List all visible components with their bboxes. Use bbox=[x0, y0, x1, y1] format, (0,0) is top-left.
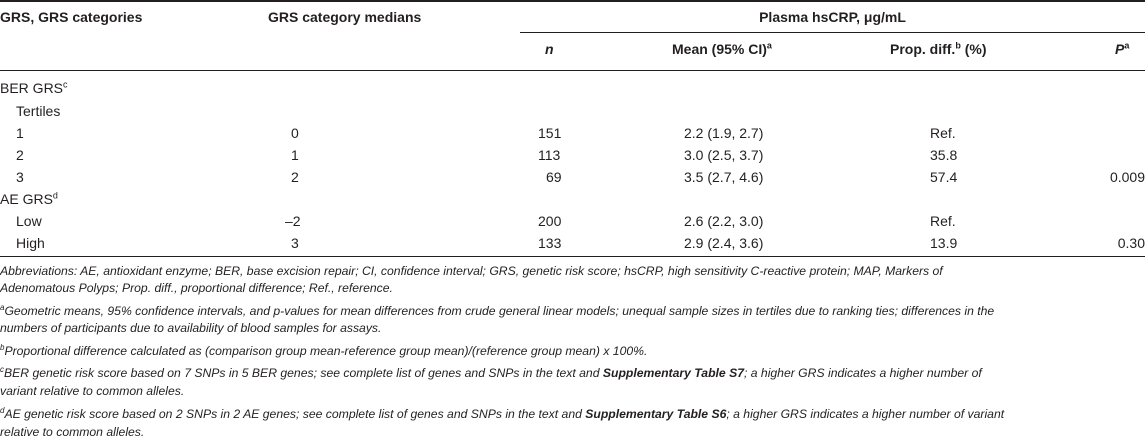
row-category: Low bbox=[16, 213, 42, 229]
row-median: 0 bbox=[291, 125, 299, 141]
header-mean-ci: Mean (95% CI)$^a$ bbox=[672, 40, 772, 57]
row-median: –2 bbox=[285, 213, 301, 229]
row-p: 0.009 bbox=[1109, 169, 1145, 185]
top-rule bbox=[0, 0, 1145, 2]
link-supplementary-table-s6[interactable]: Supplementary Table S6 bbox=[585, 407, 727, 421]
footnote-c-line2: variant relative to common alleles. bbox=[0, 384, 185, 398]
footnote-d-line2: relative to common alleles. bbox=[0, 425, 145, 439]
row-mean-ci: 3.0 (2.5, 3.7) bbox=[684, 147, 764, 163]
row-n: 151 bbox=[538, 125, 562, 141]
row-mean-ci: 3.5 (2.7, 4.6) bbox=[684, 169, 764, 185]
row-median: 2 bbox=[291, 169, 299, 185]
header-grs-categories: GRS, GRS categories bbox=[0, 9, 143, 25]
row-median: 1 bbox=[291, 147, 299, 163]
section-label-ber-grs: BER GRS$^c$ bbox=[0, 79, 68, 96]
row-n: 69 bbox=[546, 169, 562, 185]
row-prop-diff: 35.8 bbox=[930, 147, 958, 163]
row-n: 200 bbox=[538, 213, 562, 229]
row-n: 113 bbox=[538, 147, 561, 163]
group-header-rule bbox=[520, 32, 1145, 33]
header-category-medians: GRS category medians bbox=[268, 9, 422, 25]
row-p: 0.30 bbox=[1117, 235, 1145, 251]
row-mean-ci: 2.2 (1.9, 2.7) bbox=[684, 125, 764, 141]
subheading-tertiles: Tertiles bbox=[16, 103, 61, 119]
table-bottom-rule bbox=[0, 256, 1145, 257]
header-n: n bbox=[545, 41, 554, 57]
row-prop-diff: 57.4 bbox=[930, 169, 958, 185]
header-p-value: $P^a$ bbox=[1115, 40, 1130, 57]
footnote-c-line1: $^c$BER genetic risk score based on 7 SNPs in 5 BER genes; see complete list of genes and SNPs in the text and Supplementary Table S7; a higher GRS indicates a higher number of bbox=[0, 364, 982, 380]
row-category: 3 bbox=[16, 169, 24, 185]
header-bottom-rule bbox=[0, 70, 1145, 71]
row-category: 2 bbox=[16, 147, 24, 163]
footnote-d-line1: $^d$AE genetic risk score based on 2 SNPs in 2 AE genes; see complete list of genes and SNPs in the text and Supplementary Table S6; a higher GRS indicates a higher number of variant bbox=[0, 405, 1005, 421]
footnote-a-line2: numbers of participants due to availability of blood samples for assays. bbox=[0, 321, 382, 335]
row-median: 3 bbox=[291, 235, 299, 251]
row-prop-diff: Ref. bbox=[930, 213, 956, 229]
row-prop-diff: 13.9 bbox=[930, 235, 958, 251]
row-category: 1 bbox=[16, 125, 24, 141]
link-supplementary-table-s7[interactable]: Supplementary Table S7 bbox=[602, 366, 744, 380]
footnote-a-line1: $^a$Geometric means, 95% confidence intervals, and p-values for mean differences from crude general linear models; unequal sample sizes in tertiles due to ranking ties; differences in the bbox=[0, 302, 995, 318]
footnote-abbreviations-line1: Abbreviations: AE, antioxidant enzyme; BER, base excision repair; CI, confidence interval; GRS, genetic risk score; hsCRP, high sensitivity C-reactive protein; MAP, Markers of bbox=[0, 264, 943, 278]
row-category: High bbox=[16, 235, 45, 251]
header-plasma-hscrp: Plasma hsCRP, μg/mL bbox=[759, 9, 906, 25]
row-prop-diff: Ref. bbox=[930, 125, 956, 141]
header-prop-diff: Prop. diff.$^b$ (%) bbox=[890, 40, 987, 57]
footnote-b: $^b$Proportional difference calculated as (comparison group mean-reference group mean)/(reference group mean) x 100%. bbox=[0, 342, 648, 358]
row-mean-ci: 2.9 (2.4, 3.6) bbox=[684, 235, 764, 251]
section-label-ae-grs: AE GRS$^d$ bbox=[0, 190, 58, 207]
footnote-abbreviations-line2: Adenomatous Polyps; Prop. diff., proportional difference; Ref., reference. bbox=[0, 281, 393, 295]
row-n: 133 bbox=[538, 235, 562, 251]
row-mean-ci: 2.6 (2.2, 3.0) bbox=[684, 213, 764, 229]
